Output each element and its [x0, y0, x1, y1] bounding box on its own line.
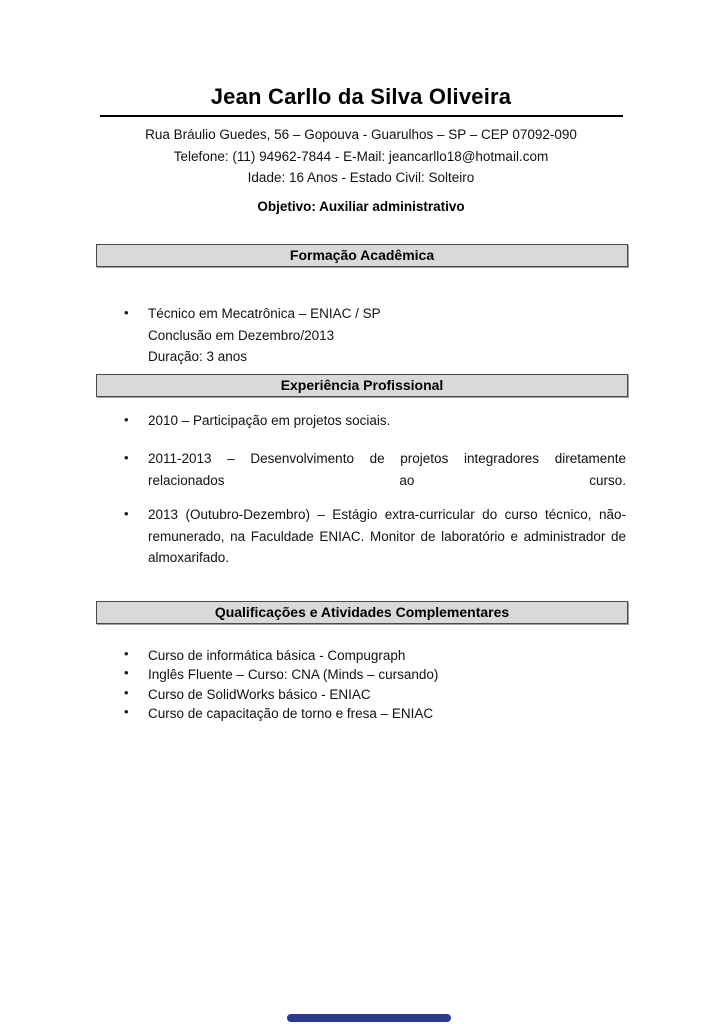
- bullet-icon: •: [124, 646, 129, 661]
- list-item: [96, 504, 626, 569]
- qualification-line: Inglês Fluente – Curso: CNA (Minds – cursando): [148, 667, 439, 683]
- experience-line: almoxarifado.: [148, 550, 230, 566]
- education-line: Duração: 3 anos: [148, 349, 248, 365]
- person-name: Jean Carllo da Silva Oliveira: [210, 84, 512, 109]
- education-line: Técnico em Mecatrônica – ENIAC / SP: [148, 306, 381, 321]
- list-item: [96, 410, 626, 432]
- experience-line: remunerado, na Faculdade ENIAC. Monitor de laboratório e administrador de: [148, 528, 626, 544]
- experience-item-2: [96, 448, 626, 491]
- experience-line: 2011-2013 – Desenvolvimento de projetos integradores diretamente: [148, 451, 626, 466]
- qualifications-list: [96, 646, 626, 723]
- age-marital-line: Idade: 16 Anos - Estado Civil: Solteiro: [247, 170, 475, 186]
- experience-line: relacionados ao curso.: [148, 472, 626, 488]
- experience-line: 2010 – Participação em projetos sociais.: [148, 413, 391, 428]
- bullet-icon: •: [124, 684, 129, 700]
- section-title: Formação Acadêmica: [289, 247, 435, 263]
- qualification-item: [96, 646, 626, 665]
- qualification-line: Curso de SolidWorks básico - ENIAC: [148, 686, 371, 702]
- section-title: Qualificações e Atividades Complementares: [214, 604, 510, 620]
- experience-line: 2013 (Outubro-Dezembro) – Estágio extra-curricular do curso técnico, não-: [148, 507, 626, 522]
- section-header-experiencia: [96, 374, 628, 397]
- qualification-line: Curso de informática básica - Compugraph: [148, 648, 406, 663]
- bullet-icon: •: [124, 506, 129, 521]
- qualification-item: [96, 685, 626, 704]
- qualification-item: [96, 665, 626, 684]
- qualification-line: Curso de capacitação de torno e fresa – ENIAC: [148, 705, 434, 721]
- bullet-icon: •: [124, 305, 129, 320]
- bullet-icon: •: [124, 703, 129, 719]
- contact-block: [96, 124, 626, 189]
- bullet-icon: •: [124, 450, 129, 465]
- header-divider: [100, 115, 623, 117]
- scroll-progress-bar[interactable]: [287, 1014, 451, 1022]
- bullet-icon: •: [124, 665, 129, 681]
- education-list: [96, 303, 626, 368]
- section-header-qualificacoes: [96, 601, 628, 624]
- section-header-formacao: [96, 244, 628, 267]
- education-line: Conclusão em Dezembro/2013: [148, 327, 335, 343]
- objective-text: Objetivo: Auxiliar administrativo: [257, 199, 465, 214]
- experience-item-1: [96, 410, 626, 432]
- section-title: Experiência Profissional: [280, 377, 444, 393]
- education-item: [96, 303, 626, 368]
- qualification-item: [96, 704, 626, 723]
- experience-item-3: [96, 504, 626, 569]
- address-line: Rua Bráulio Guedes, 56 – Gopouva - Guarulhos – SP – CEP 07092-090: [145, 127, 577, 142]
- bullet-icon: •: [124, 412, 129, 427]
- phone-email-line: Telefone: (11) 94962-7844 - E-Mail: jeancarllo18@hotmail.com: [173, 148, 549, 164]
- list-item: [96, 448, 626, 491]
